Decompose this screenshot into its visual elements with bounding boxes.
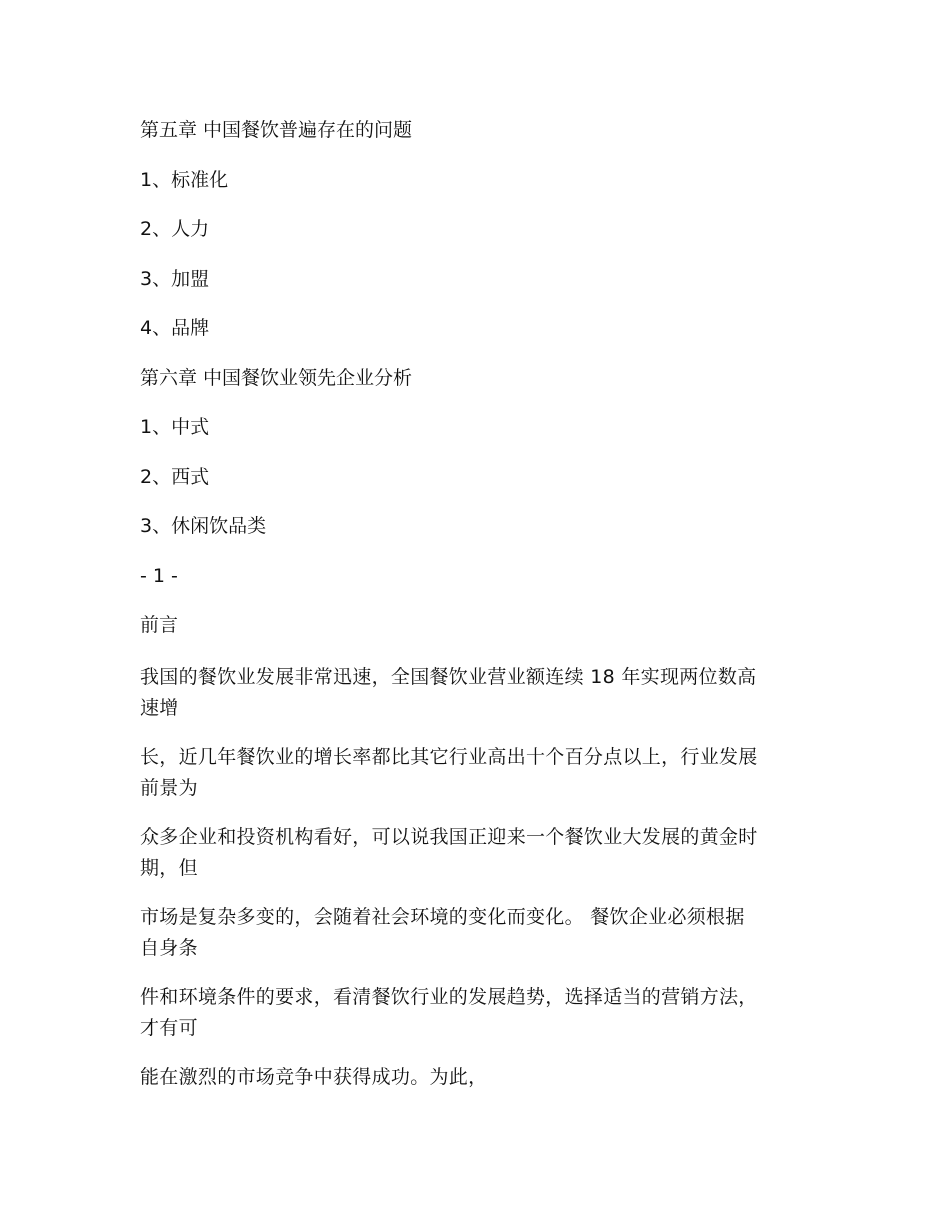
chapter-6-title: 第六章 中国餐饮业领先企业分析 <box>140 366 413 389</box>
paragraph-line: 速增 <box>140 696 179 719</box>
chapter-5-item: 2、人力 <box>140 218 210 240</box>
paragraph-line: 能在激烈的市场竞争中获得成功。为此， <box>140 1065 488 1088</box>
chapter-5-item: 4、品牌 <box>140 317 210 339</box>
paragraph-line: 众多企业和投资机构看好，可以说我国正迎来一个餐饮业大发展的黄金时 <box>140 825 758 848</box>
preface-paragraph-1 <box>140 662 810 724</box>
paragraph-line: 市场是复杂多变的，会随着社会环境的变化而变化。 餐饮企业必须根据 <box>140 905 745 928</box>
paragraph-line: 件和环境条件的要求，看清餐饮行业的发展趋势，选择适当的营销方法， <box>140 985 758 1008</box>
paragraph-line: 长，近几年餐饮业的增长率都比其它行业高出十个百分点以上，行业发展 <box>140 745 758 768</box>
page-number: - 1 - <box>140 564 178 587</box>
chapter-5-title: 第五章 中国餐饮普遍存在的问题 <box>140 119 413 141</box>
chapter-5-item: 1、标准化 <box>140 168 229 191</box>
preface-heading: 前言 <box>140 614 179 636</box>
paragraph-line: 期，但 <box>140 856 198 879</box>
chapter-5-item: 3、加盟 <box>140 267 210 290</box>
page-content <box>140 117 810 1093</box>
preface-paragraph-5 <box>140 982 810 1044</box>
preface-paragraph-4 <box>140 902 810 964</box>
chapter-6-item: 2、西式 <box>140 465 210 488</box>
chapter-6-item: 1、中式 <box>140 416 210 438</box>
chapter-6-item: 3、休闲饮品类 <box>140 515 267 537</box>
paragraph-line: 我国的餐饮业发展非常迅速，全国餐饮业营业额连续 18 年实现两位数高 <box>140 665 757 688</box>
preface-paragraph-2 <box>140 742 810 804</box>
paragraph-line: 前景为 <box>140 776 198 799</box>
preface-paragraph-6 <box>140 1062 810 1093</box>
paragraph-line: 才有可 <box>140 1016 198 1039</box>
preface-paragraph-3 <box>140 822 810 884</box>
paragraph-line: 自身条 <box>140 936 198 959</box>
